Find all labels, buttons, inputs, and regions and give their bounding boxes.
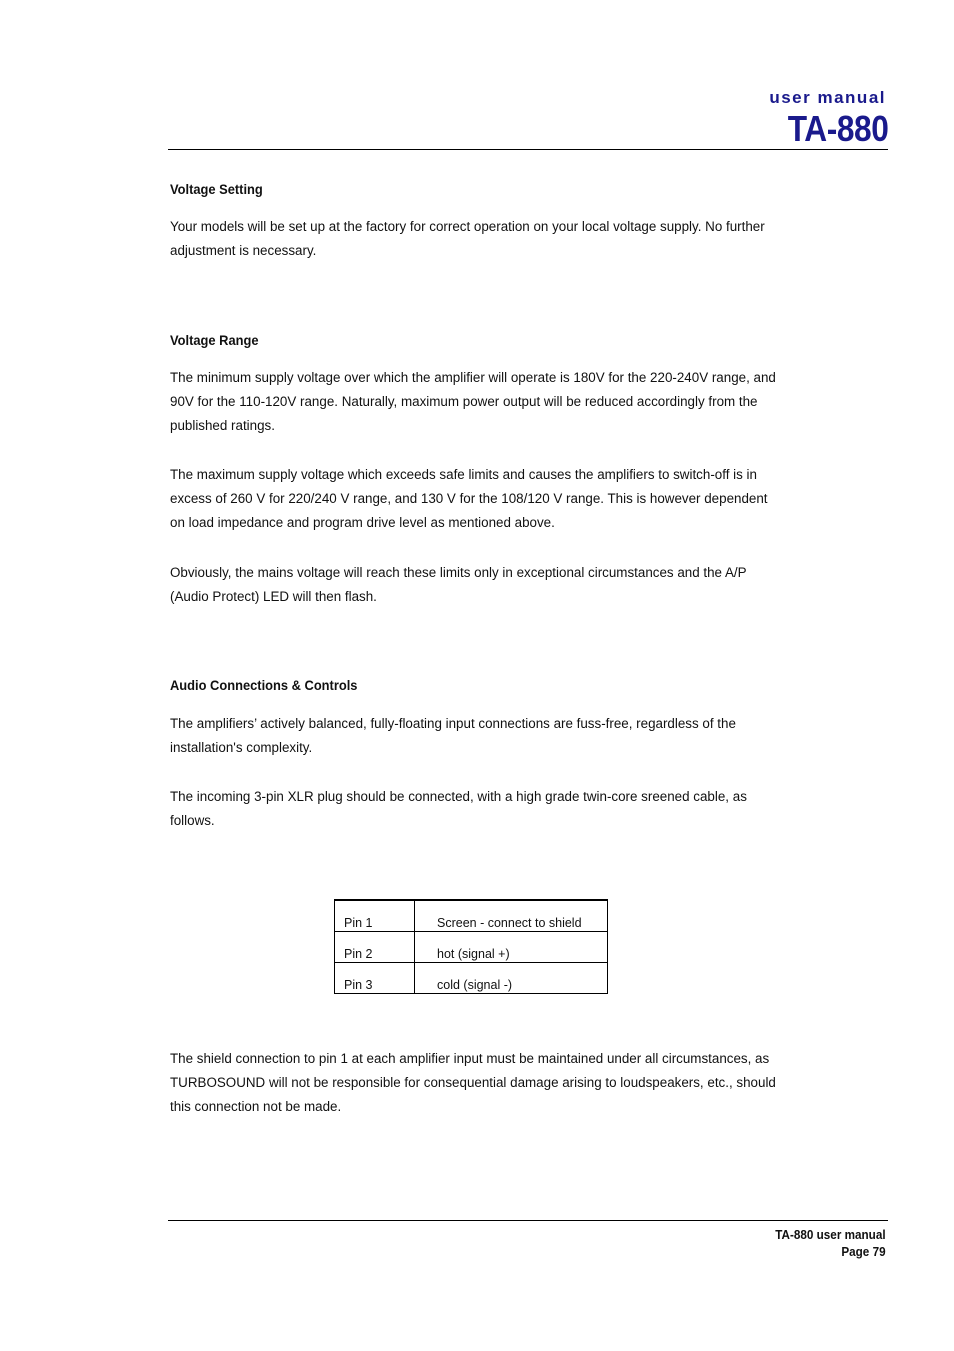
footer-rule xyxy=(168,1220,888,1221)
pin-description-cell: Screen - connect to shield xyxy=(415,900,608,932)
paragraph: Your models will be set up at the factory for correct operation on your local voltage supply. No further adjustment is necessary. xyxy=(170,219,765,258)
page-footer xyxy=(776,1226,886,1260)
pin-cell: Pin 1 xyxy=(335,900,415,932)
paragraph: Obviously, the mains voltage will reach these limits only in exceptional circumstances and the A/P (Audio Protect) LED will then flash. xyxy=(170,565,747,604)
section-heading-audio-connections: Audio Connections & Controls xyxy=(170,677,358,693)
closing-paragraph: The shield connection to pin 1 at each amplifier input must be maintained under all circumstances, as TURBOSOUND will not be responsible for consequential damage arising to loudspeakers, etc., should this connection not be made. xyxy=(170,1051,776,1114)
header-title: TA-880 xyxy=(787,108,888,149)
header-subtitle: user manual xyxy=(769,88,886,107)
pin-description-cell: hot (signal +) xyxy=(415,932,608,963)
paragraph: The minimum supply voltage over which the amplifier will operate is 180V for the 220-240V range, and 90V for the 110-120V range. Naturally, maximum power output will be reduced accordingly from the published ratings. xyxy=(170,370,776,433)
section-heading-voltage-range: Voltage Range xyxy=(170,332,259,348)
paragraph: The incoming 3-pin XLR plug should be connected, with a high grade twin-core sreened cable, as follows. xyxy=(170,789,747,828)
xlr-pin-table xyxy=(334,899,608,994)
header-rule xyxy=(168,149,888,150)
footer-manual-title: TA-880 user manual xyxy=(775,1227,886,1242)
paragraph: The maximum supply voltage which exceeds safe limits and causes the amplifiers to switch-off is in excess of 260 V for 220/240 V range, and 130 V for the 108/120 V range. This is however dependent on load impedance and program drive level as mentioned above. xyxy=(170,467,768,530)
pin-description-cell: cold (signal -) xyxy=(415,963,608,994)
table-row xyxy=(335,900,608,932)
section-heading-voltage-setting: Voltage Setting xyxy=(170,181,263,197)
pin-cell: Pin 3 xyxy=(335,963,415,994)
paragraph: The amplifiers’ actively balanced, fully-floating input connections are fuss-free, regardless of the installation's complexity. xyxy=(170,716,736,755)
table-row xyxy=(335,963,608,994)
page-number: Page 79 xyxy=(841,1244,886,1259)
pin-cell: Pin 2 xyxy=(335,932,415,963)
table-row xyxy=(335,932,608,963)
